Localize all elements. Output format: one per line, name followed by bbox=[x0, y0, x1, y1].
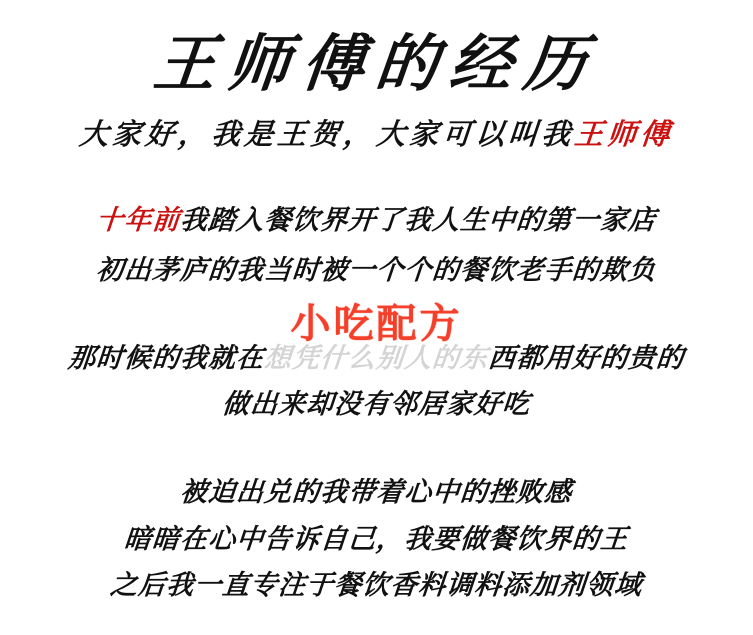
poster-line-3 bbox=[0, 336, 753, 375]
poster-line-7: 之后我一直专注于餐饮香料调料添加剂领域 bbox=[108, 570, 644, 601]
line-3-text-after: 西都用好的贵的 bbox=[486, 343, 686, 374]
line-1-highlight: 十年前 bbox=[94, 205, 182, 236]
poster-line-4: 做出来却没有邻居家好吃 bbox=[220, 389, 532, 420]
line-1-text: 我踏入餐饮界开了我人生中的第一家店 bbox=[178, 205, 658, 236]
poster-line-5: 被迫出兑的我带着心中的挫败感 bbox=[178, 477, 574, 508]
poster-line-2: 初出茅庐的我当时被一个个的餐饮老手的欺负 bbox=[94, 255, 658, 286]
subtitle-text: 大家好，我是王贺，大家可以叫我 bbox=[77, 117, 576, 151]
poster-title: 王师傅的经历 bbox=[150, 27, 602, 100]
line-3-text: 那时候的我就在 bbox=[66, 343, 266, 374]
poster-line-6: 暗暗在心中告诉自己，我要做餐饮界的王 bbox=[122, 524, 630, 555]
subtitle-highlight: 王师傅 bbox=[572, 117, 675, 151]
line-3-faded-text: 想凭什么别人的东 bbox=[262, 343, 490, 374]
poster-subtitle bbox=[0, 112, 753, 153]
poster-line-1 bbox=[0, 198, 753, 237]
poster-watermark: 小吃配方 bbox=[290, 301, 463, 347]
